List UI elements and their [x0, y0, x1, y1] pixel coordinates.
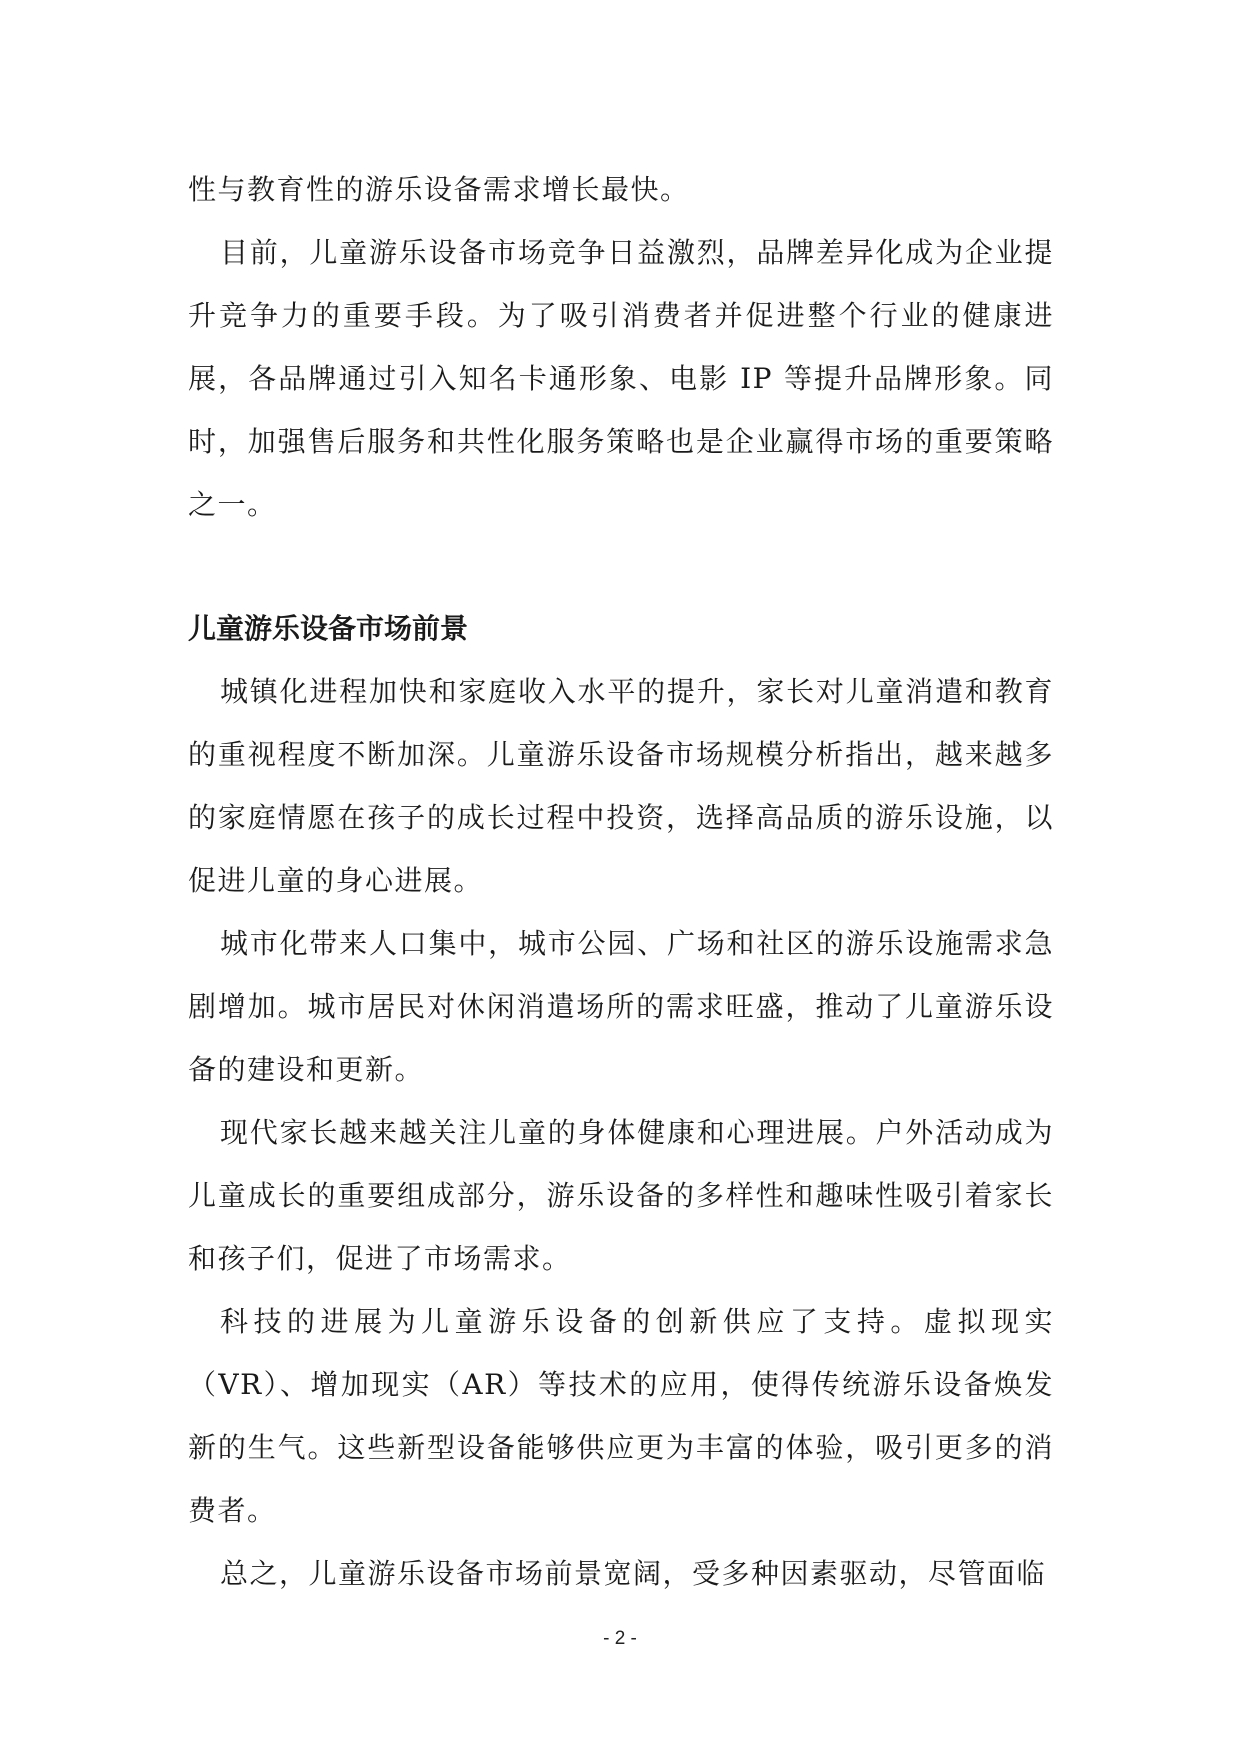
paragraph-child-health: 现代家长越来越关注儿童的身体健康和心理进展。户外活动成为儿童成长的重要组成部分，游乐设备的多样性和趣味性吸引着家长和孩子们，促进了市场需求。 — [188, 1116, 1054, 1275]
paragraph-conclusion: 总之，儿童游乐设备市场前景宽阔，受多种因素驱动，尽管面临 — [220, 1557, 1047, 1590]
paragraph-urban-demand: 城市化带来人口集中，城市公园、广场和社区的游乐设施需求急剧增加。城市居民对休闲消遣场所的需求旺盛，推动了儿童游乐设备的建设和更新。 — [188, 927, 1054, 1086]
document-body — [188, 158, 1054, 1605]
paragraph-technology: 科技的进展为儿童游乐设备的创新供应了支持。虚拟现实（VR）、增加现实（AR）等技术的应用，使得传统游乐设备焕发新的生气。这些新型设备能够供应更为丰富的体验，吸引更多的消费者。 — [188, 1305, 1054, 1527]
section-heading: 儿童游乐设备市场前景 — [188, 612, 469, 645]
paragraph-continued: 性与教育性的游乐设备需求增长最快。 — [188, 173, 690, 206]
paragraph-urbanization-income: 城镇化进程加快和家庭收入水平的提升，家长对儿童消遣和教育的重视程度不断加深。儿童游乐设备市场规模分析指出，越来越多的家庭情愿在孩子的成长过程中投资，选择高品质的游乐设施，以促进儿童的身心进展。 — [188, 675, 1054, 897]
page-number: - 2 - — [603, 1628, 637, 1649]
paragraph-market-competition: 目前，儿童游乐设备市场竞争日益激烈，品牌差异化成为企业提升竞争力的重要手段。为了吸引消费者并促进整个行业的健康进展，各品牌通过引入知名卡通形象、电影 IP 等提升品牌形象。同时，加强售后服务和共性化服务策略也是企业赢得市场的重要策略之一。 — [188, 236, 1054, 521]
